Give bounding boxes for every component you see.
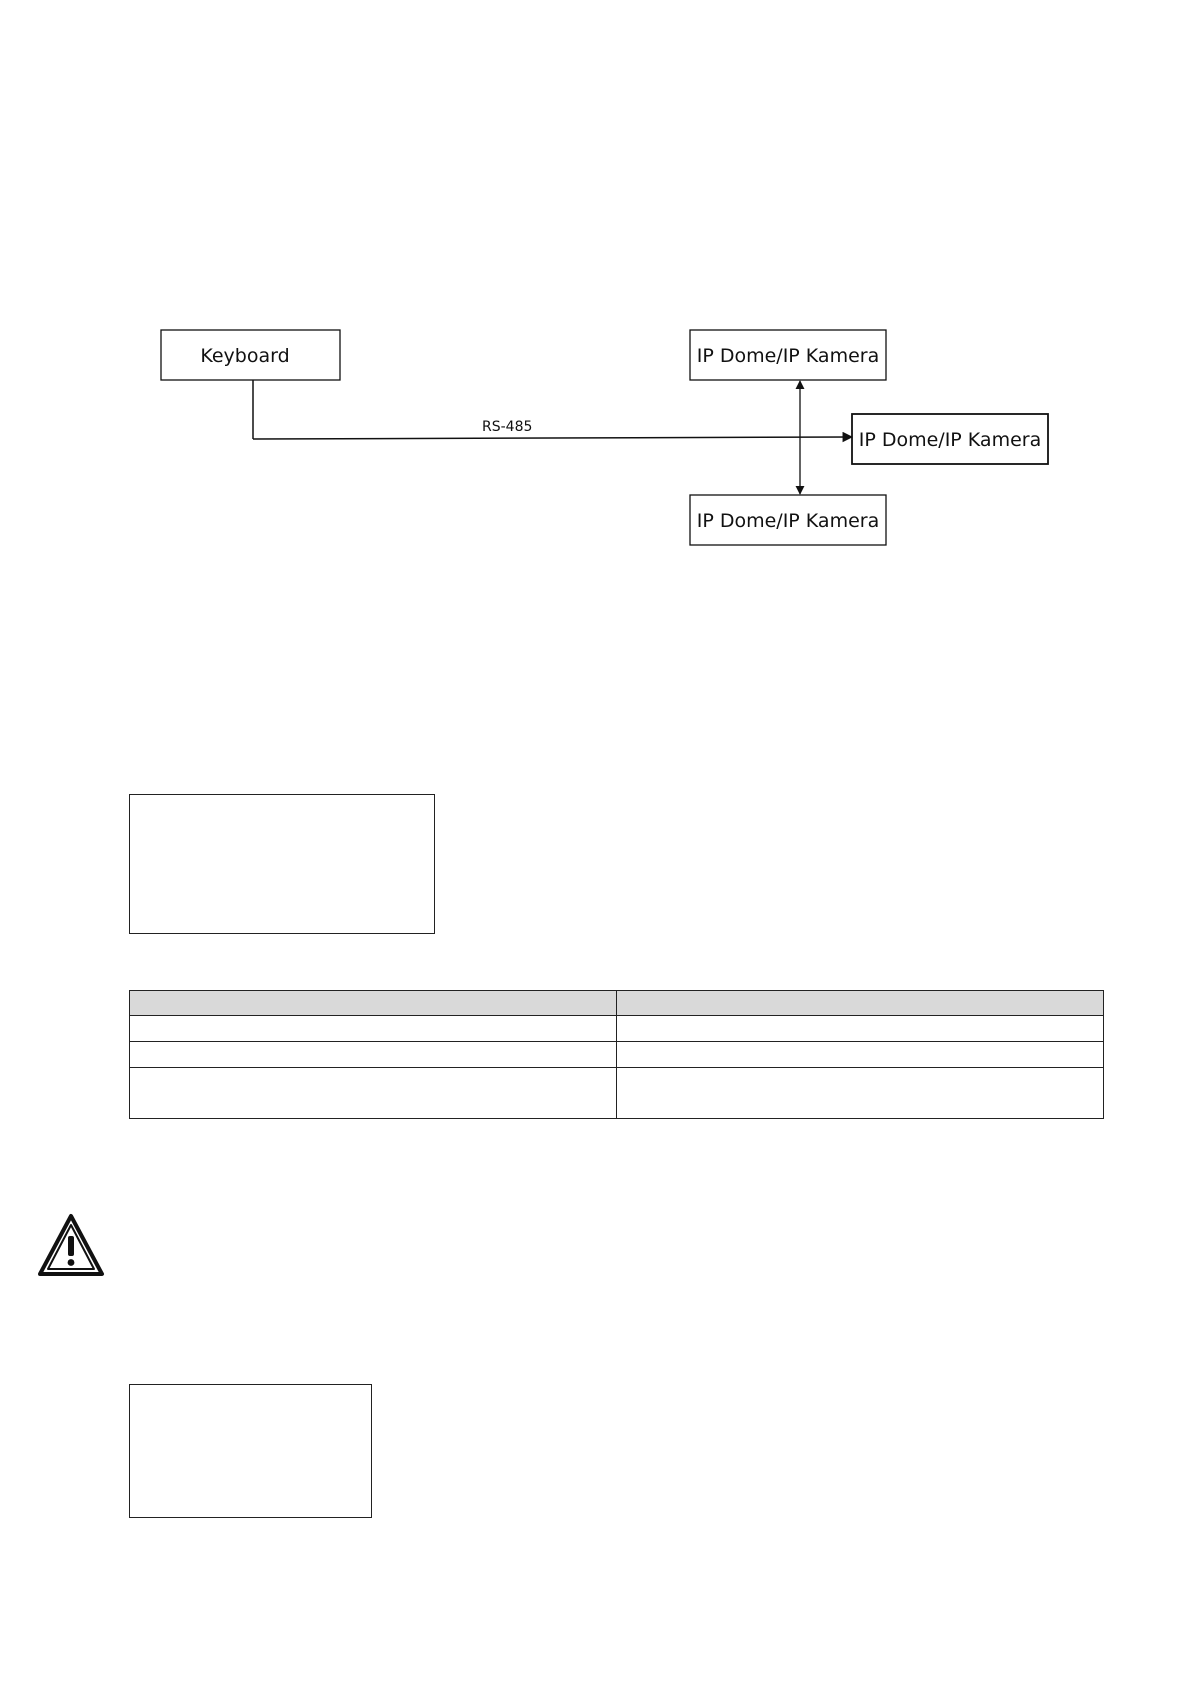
connection-diagram [0, 0, 1191, 600]
table-header-row [130, 991, 1104, 1016]
table-header-cell [130, 991, 617, 1016]
camera-bottom-label: IP Dome/IP Kamera [696, 510, 880, 532]
table-cell [130, 1068, 617, 1119]
image-frame-1 [129, 794, 435, 934]
rs485-label: RS-485 [482, 419, 533, 435]
table-cell [617, 1042, 1104, 1068]
image-frame-2 [129, 1384, 372, 1518]
table-row [130, 1016, 1104, 1042]
spec-table [129, 990, 1104, 1119]
rs485-bus-arrow [253, 437, 852, 439]
camera-node-top [690, 330, 886, 380]
table-cell [130, 1042, 617, 1068]
camera-top-label: IP Dome/IP Kamera [696, 345, 880, 367]
keyboard-label: Keyboard [200, 345, 290, 367]
table-header-cell [617, 991, 1104, 1016]
table-cell [130, 1016, 617, 1042]
keyboard-node [161, 330, 340, 380]
table-row [130, 1042, 1104, 1068]
table-cell [617, 1068, 1104, 1119]
camera-right-label: IP Dome/IP Kamera [858, 429, 1042, 451]
table-row [130, 1068, 1104, 1119]
camera-node-bottom [690, 495, 886, 545]
table-cell [617, 1016, 1104, 1042]
camera-node-right [852, 414, 1048, 464]
warning-triangle-icon [36, 1212, 106, 1278]
